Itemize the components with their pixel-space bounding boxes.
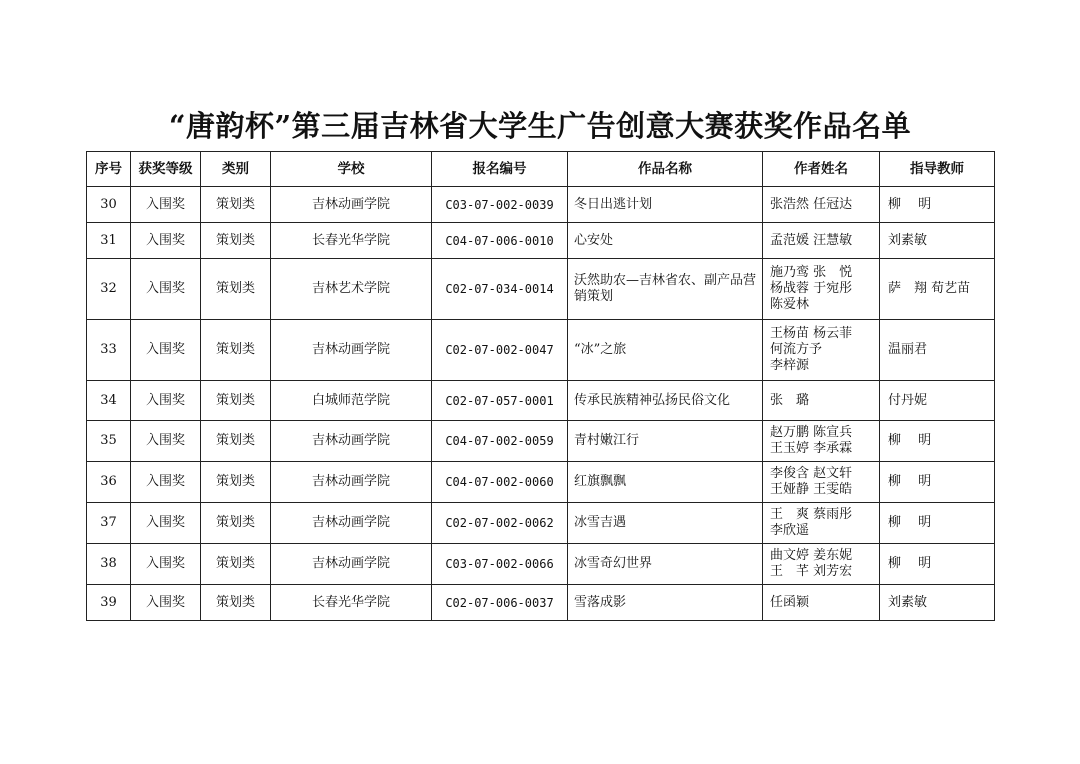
award-level: 入围奖 xyxy=(131,187,201,223)
work-title: 心安处 xyxy=(568,223,763,259)
award-level: 入围奖 xyxy=(131,259,201,320)
school-name: 吉林动画学院 xyxy=(271,187,432,223)
author-line: 张 璐 xyxy=(770,392,810,408)
header-school: 学校 xyxy=(271,152,432,187)
school-name: 长春光华学院 xyxy=(271,585,432,621)
table-header-row xyxy=(87,152,995,187)
header-category: 类别 xyxy=(201,152,271,187)
award-level: 入围奖 xyxy=(131,503,201,544)
row-number: 34 xyxy=(87,381,131,421)
advisor-name: 柳 明 xyxy=(880,503,995,544)
author-names xyxy=(763,187,880,223)
category: 策划类 xyxy=(201,381,271,421)
author-names xyxy=(763,544,880,585)
author-line: 王 爽 蔡雨彤 xyxy=(770,507,853,522)
category: 策划类 xyxy=(201,585,271,621)
work-title: 红旗飘飘 xyxy=(568,462,763,503)
work-title: 雪落成影 xyxy=(568,585,763,621)
row-number: 37 xyxy=(87,503,131,544)
table-row xyxy=(87,320,995,381)
table-row xyxy=(87,462,995,503)
advisor-name: 柳 明 xyxy=(880,421,995,462)
author-names xyxy=(763,320,880,381)
table-row xyxy=(87,259,995,320)
award-level: 入围奖 xyxy=(131,585,201,621)
registration-code: C02-07-006-0037 xyxy=(432,585,568,621)
author-names xyxy=(763,223,880,259)
category: 策划类 xyxy=(201,259,271,320)
school-name: 吉林动画学院 xyxy=(271,503,432,544)
author-line: 陈爱林 xyxy=(770,297,810,312)
registration-code: C02-07-057-0001 xyxy=(432,381,568,421)
advisor-name: 柳 明 xyxy=(880,544,995,585)
author-line: 张浩然 任冠达 xyxy=(770,196,853,212)
author-line: 孟范媛 汪慧敏 xyxy=(770,232,853,248)
school-name: 吉林动画学院 xyxy=(271,421,432,462)
author-line: 任函颖 xyxy=(770,594,810,610)
category: 策划类 xyxy=(201,320,271,381)
header-work: 作品名称 xyxy=(568,152,763,187)
registration-code: C04-07-006-0010 xyxy=(432,223,568,259)
table-row xyxy=(87,503,995,544)
author-line: 杨战蓉 于宛彤 xyxy=(770,281,853,296)
row-number: 36 xyxy=(87,462,131,503)
school-name: 白城师范学院 xyxy=(271,381,432,421)
author-line: 李梓源 xyxy=(770,358,810,373)
table-row xyxy=(87,381,995,421)
author-line: 何流方予 xyxy=(770,342,823,357)
author-names xyxy=(763,503,880,544)
award-level: 入围奖 xyxy=(131,462,201,503)
header-advisor: 指导教师 xyxy=(880,152,995,187)
table-row xyxy=(87,421,995,462)
category: 策划类 xyxy=(201,503,271,544)
header-level: 获奖等级 xyxy=(131,152,201,187)
author-line: 李俊含 赵文轩 xyxy=(770,466,853,481)
advisor-name: 温丽君 xyxy=(880,320,995,381)
registration-code: C02-07-002-0047 xyxy=(432,320,568,381)
award-level: 入围奖 xyxy=(131,320,201,381)
author-line: 王娅静 王雯皓 xyxy=(770,482,853,497)
work-title: 青村嫩江行 xyxy=(568,421,763,462)
work-title: 冰雪奇幻世界 xyxy=(568,544,763,585)
school-name: 吉林动画学院 xyxy=(271,462,432,503)
table-row xyxy=(87,187,995,223)
advisor-name: 柳 明 xyxy=(880,187,995,223)
table-row xyxy=(87,585,995,621)
category: 策划类 xyxy=(201,187,271,223)
advisor-name: 刘素敏 xyxy=(880,223,995,259)
work-title: “冰”之旅 xyxy=(568,320,763,381)
author-names xyxy=(763,259,880,320)
advisor-name: 柳 明 xyxy=(880,462,995,503)
header-authors: 作者姓名 xyxy=(763,152,880,187)
category: 策划类 xyxy=(201,223,271,259)
author-line: 王玉婷 李承霖 xyxy=(770,441,853,456)
registration-code: C02-07-002-0062 xyxy=(432,503,568,544)
registration-code: C03-07-002-0066 xyxy=(432,544,568,585)
category: 策划类 xyxy=(201,421,271,462)
school-name: 吉林动画学院 xyxy=(271,320,432,381)
work-title: 沃然助农—吉林省农、副产品营销策划 xyxy=(568,259,763,320)
school-name: 长春光华学院 xyxy=(271,223,432,259)
author-names xyxy=(763,421,880,462)
advisor-name: 萨 翔 荀艺苗 xyxy=(880,259,995,320)
row-number: 39 xyxy=(87,585,131,621)
registration-code: C04-07-002-0059 xyxy=(432,421,568,462)
awards-table xyxy=(86,151,995,621)
author-names xyxy=(763,585,880,621)
row-number: 32 xyxy=(87,259,131,320)
row-number: 30 xyxy=(87,187,131,223)
school-name: 吉林动画学院 xyxy=(271,544,432,585)
author-names xyxy=(763,381,880,421)
work-title: 冰雪吉遇 xyxy=(568,503,763,544)
work-title: 传承民族精神弘扬民俗文化 xyxy=(568,381,763,421)
category: 策划类 xyxy=(201,544,271,585)
author-line: 王 芊 刘芳宏 xyxy=(770,564,853,579)
document-title: “唐韵杯”第三届吉林省大学生广告创意大赛获奖作品名单 xyxy=(168,109,912,143)
table-row xyxy=(87,223,995,259)
award-level: 入围奖 xyxy=(131,544,201,585)
author-line: 王杨苗 杨云菲 xyxy=(770,326,853,341)
advisor-name: 付丹妮 xyxy=(880,381,995,421)
table-row xyxy=(87,544,995,585)
row-number: 33 xyxy=(87,320,131,381)
award-level: 入围奖 xyxy=(131,223,201,259)
row-number: 31 xyxy=(87,223,131,259)
author-line: 曲文婷 姜东妮 xyxy=(770,548,853,563)
author-names xyxy=(763,462,880,503)
author-line: 施乃鸾 张 悦 xyxy=(770,265,853,280)
category: 策划类 xyxy=(201,462,271,503)
award-level: 入围奖 xyxy=(131,381,201,421)
header-code: 报名编号 xyxy=(432,152,568,187)
award-level: 入围奖 xyxy=(131,421,201,462)
registration-code: C04-07-002-0060 xyxy=(432,462,568,503)
advisor-name: 刘素敏 xyxy=(880,585,995,621)
row-number: 38 xyxy=(87,544,131,585)
school-name: 吉林艺术学院 xyxy=(271,259,432,320)
author-line: 赵万鹏 陈宣兵 xyxy=(770,425,853,440)
header-no: 序号 xyxy=(87,152,131,187)
registration-code: C03-07-002-0039 xyxy=(432,187,568,223)
work-title: 冬日出逃计划 xyxy=(568,187,763,223)
author-line: 李欣遥 xyxy=(770,523,810,538)
row-number: 35 xyxy=(87,421,131,462)
registration-code: C02-07-034-0014 xyxy=(432,259,568,320)
